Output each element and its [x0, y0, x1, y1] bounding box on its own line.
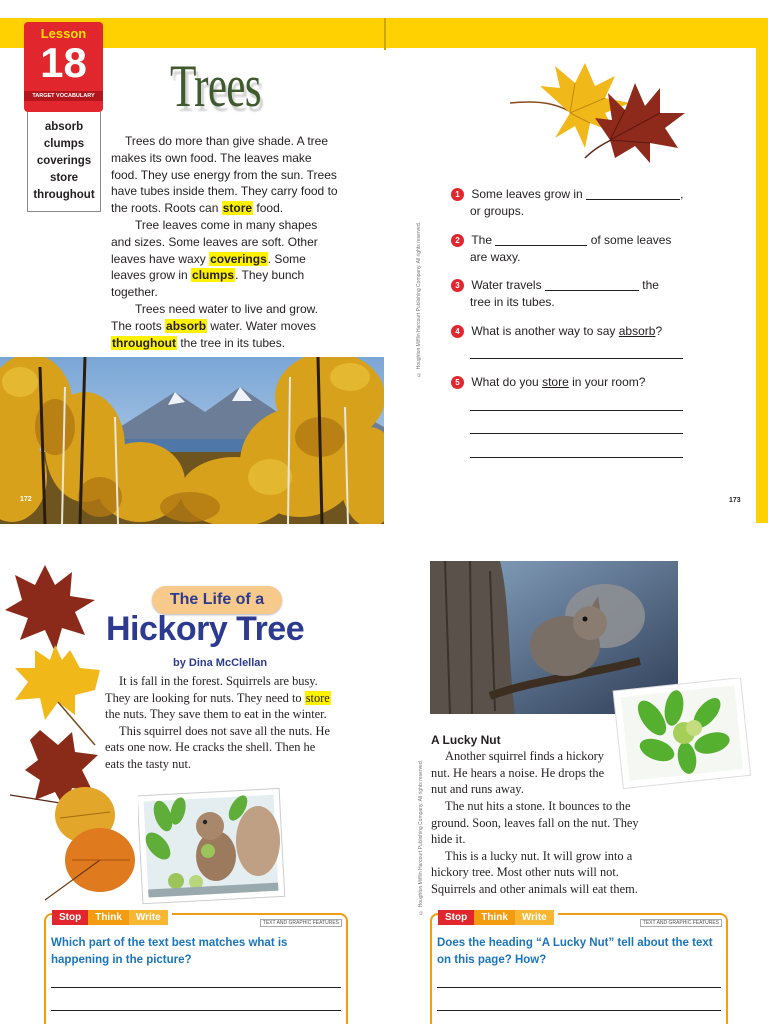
paragraph: This is a lucky nut. It will grow into a hickory tree. Most other nuts will not. Squirrels and other animals will eat them. — [431, 848, 638, 896]
answer-line-5c[interactable] — [470, 457, 683, 458]
right-yellow-edge — [756, 18, 768, 523]
trees-passage — [111, 133, 339, 351]
autumn-leaves-illustration — [500, 58, 690, 173]
lesson-label: Lesson — [40, 26, 87, 41]
stop-think-write-tabs — [52, 907, 172, 925]
stop-label: Stop — [52, 910, 88, 925]
question-text: Which part of the text best matches what is happening in the picture? — [51, 937, 288, 966]
think-label: Think — [88, 910, 129, 925]
highlight-store: store — [222, 201, 253, 216]
title-the-life-of-a: The Life of a — [169, 591, 265, 608]
paragraph: Trees do more than give shade. A tree makes its own food. The leaves make food. They use energy from the sun. Trees have tubes inside them. They carry food to the roots. Roots can store food. — [111, 134, 338, 216]
feature-label: TEXT AND GRAPHIC FEATURES — [260, 919, 342, 927]
answer-blank[interactable] — [495, 234, 587, 246]
lucky-nut-passage-b — [431, 798, 657, 898]
paragraph: It is fall in the forest. Squirrels are busy. They are looking for nuts. They need to store the nuts. They save them to eat in the winter. — [105, 674, 330, 722]
vocab-word: store — [49, 172, 79, 184]
question-3: 3 Water travels the tree in its tubes. — [451, 277, 659, 311]
vocab-word: throughout — [33, 189, 95, 201]
question-number: 5 — [451, 376, 464, 389]
page-number: 173 — [729, 497, 741, 504]
page-title-trees: Trees — [170, 53, 261, 119]
question-number: 1 — [451, 188, 464, 201]
highlight-absorb: absorb — [166, 318, 207, 333]
stop-think-write-tabs — [438, 907, 558, 925]
highlight-throughout: throughout — [112, 335, 176, 350]
question-number: 2 — [451, 234, 464, 247]
hickory-passage-1 — [105, 673, 337, 773]
question-1: 1 Some leaves grow in , or groups. — [451, 186, 683, 220]
vertical-copyright-note: © Houghton Mifflin Harcourt Publishing Company. All rights reserved. — [416, 222, 422, 377]
paragraph: The nut hits a stone. It bounces to the ground. Soon, leaves fall on the nut. They hide it. — [431, 799, 639, 847]
title-hickory-tree: Hickory Tree — [106, 610, 305, 648]
answer-line-5b[interactable] — [470, 433, 683, 434]
answer-line-4[interactable] — [470, 358, 683, 359]
lesson-number: 18 — [40, 39, 87, 86]
stop-label: Stop — [438, 910, 474, 925]
target-vocabulary-label: TARGET VOCABULARY — [24, 91, 103, 101]
paragraph: Trees need water to live and grow. The roots absorb water. Water moves throughout the tree in its tubes. — [111, 301, 318, 350]
vocab-word: absorb — [44, 121, 84, 133]
hickory-leaves-photo — [612, 678, 754, 790]
question-text: Does the heading “A Lucky Nut” tell about the text on this page? How? — [437, 937, 713, 966]
question-number: 4 — [451, 325, 464, 338]
answer-line[interactable] — [437, 987, 721, 988]
paragraph: Tree leaves come in many shapes and sizes. Some leaves are soft. Other leaves have waxy coverings. Some leaves grow in clumps. They bunch together. — [111, 217, 318, 300]
question-number: 3 — [451, 279, 464, 292]
vertical-copyright-note: © Houghton Mifflin Harcourt Publishing Company. All rights reserved. — [418, 760, 424, 915]
autumn-forest-photo — [0, 357, 384, 524]
write-label: Write — [515, 910, 554, 925]
byline: by Dina McClellan — [173, 657, 268, 669]
answer-blank[interactable] — [545, 279, 639, 291]
question-5: 5 What do you store in your room? — [451, 374, 645, 391]
squirrel-illustration — [138, 786, 288, 906]
lucky-nut-heading: A Lucky Nut — [431, 733, 501, 747]
feature-label: TEXT AND GRAPHIC FEATURES — [640, 919, 722, 927]
answer-blank[interactable] — [586, 188, 680, 200]
vocabulary-box — [27, 112, 101, 212]
page-spread-divider — [384, 18, 386, 50]
answer-line-5a[interactable] — [470, 410, 683, 411]
answer-line[interactable] — [437, 1010, 721, 1011]
answer-line[interactable] — [51, 1010, 341, 1011]
paragraph: Another squirrel finds a hickory nut. He hears a noise. He drops the nut and runs away. — [431, 749, 605, 797]
page-number: 172 — [20, 496, 32, 503]
write-label: Write — [129, 910, 168, 925]
question-2: 2 The of some leaves are waxy. — [451, 232, 671, 266]
lucky-nut-passage-a — [431, 748, 611, 798]
highlight-coverings: coverings — [210, 251, 267, 266]
think-label: Think — [474, 910, 515, 925]
highlight-clumps: clumps — [192, 268, 235, 283]
lesson-badge — [24, 22, 103, 112]
stop-think-write-box — [44, 913, 348, 1024]
paragraph: This squirrel does not save all the nuts. He eats one now. He cracks the shell. Then he eats the tasty nut. — [105, 723, 330, 771]
answer-line[interactable] — [51, 987, 341, 988]
stop-think-write-box — [430, 913, 728, 1024]
vocab-word: clumps — [43, 138, 85, 150]
question-4: 4 What is another way to say absorb? — [451, 323, 662, 340]
highlight-store: store — [305, 690, 330, 705]
vocab-word: coverings — [36, 155, 92, 167]
